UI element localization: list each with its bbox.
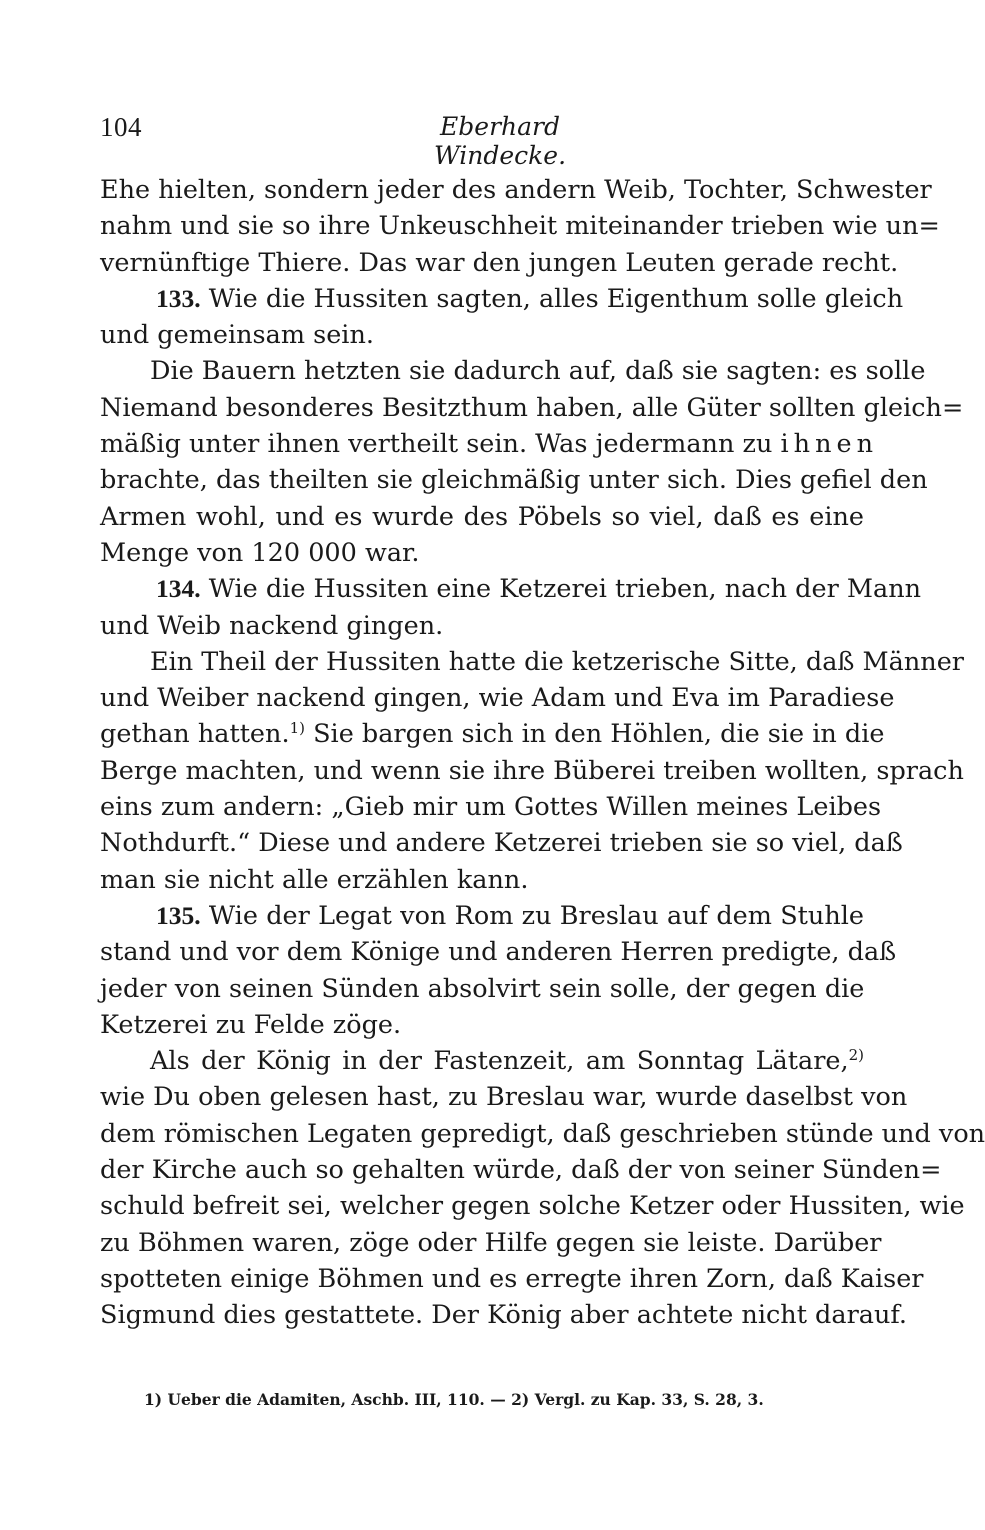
- text-line: [100, 426, 878, 462]
- text-line: wie Du oben gelesen hast, zu Breslau war, wurde daselbst von: [100, 1082, 908, 1113]
- text-span: Sie bargen sich in den Höhlen, die sie in die: [313, 719, 885, 750]
- section-heading-text: Wie die Hussiten sagten, alles Eigenthum solle gleich: [208, 283, 904, 314]
- text-span: Als der König in der Fastenzeit, am Sonntag Lätare,: [150, 1046, 849, 1077]
- text-line: Menge von 120 000 war.: [100, 537, 420, 568]
- text-line: Berge machten, und wenn sie ihre Büberei treiben wollten, sprach: [100, 755, 964, 786]
- spaced-emphasis: ihnen: [780, 429, 878, 460]
- text-span: mäßig unter ihnen vertheilt sein. Was jedermann zu: [100, 429, 773, 460]
- section-heading-133: [100, 281, 904, 317]
- section-heading-text: Wie der Legat von Rom zu Breslau auf dem Stuhle: [208, 900, 864, 931]
- footnote-mark: 1): [289, 719, 305, 738]
- text-line: schuld befreit sei, welcher gegen solche Ketzer oder Hussiten, wie: [100, 1191, 965, 1222]
- running-head: Eberhard Windecke.: [433, 112, 567, 170]
- paragraph-start: Ein Theil der Hussiten hatte die ketzerische Sitte, daß Männer: [150, 646, 964, 677]
- page-number: 104: [100, 112, 142, 142]
- body-text: [100, 172, 985, 1334]
- text-line: man sie nicht alle erzählen kann.: [100, 864, 529, 895]
- text-line: und gemeinsam sein.: [100, 320, 374, 351]
- text-line: Sigmund dies gestattete. Der König aber achtete nicht darauf.: [100, 1300, 908, 1331]
- section-number: 134.: [156, 574, 201, 604]
- text-line: dem römischen Legaten gepredigt, daß geschrieben stünde und von: [100, 1118, 985, 1149]
- paragraph-start: [100, 1043, 864, 1079]
- text-line: Niemand besonderes Besitzthum haben, alle Güter sollten gleich=: [100, 392, 964, 423]
- section-number: 133.: [156, 283, 201, 313]
- section-number: 135.: [156, 900, 201, 930]
- text-line: zu Böhmen waren, zöge oder Hilfe gegen sie leiste. Darüber: [100, 1227, 882, 1258]
- page-header: [100, 112, 864, 170]
- section-heading-134: [100, 571, 922, 607]
- text-line: der Kirche auch so gehalten würde, daß der von seiner Sünden=: [100, 1155, 942, 1186]
- text-line: Ehe hielten, sondern jeder des andern Weib, Tochter, Schwester: [100, 175, 932, 205]
- text-line: jeder von seinen Sünden absolvirt sein solle, der gegen die: [100, 973, 865, 1004]
- section-heading-135: [100, 898, 864, 934]
- text-line: und Weib nackend gingen.: [100, 610, 444, 641]
- paragraph-start: Die Bauern hetzten sie dadurch auf, daß sie sagten: es solle: [150, 356, 926, 387]
- text-line: nahm und sie so ihre Unkeuschheit miteinander trieben wie un=: [100, 211, 940, 242]
- text-line: stand und vor dem Könige und anderen Herren predigte, daß: [100, 937, 897, 968]
- text-line: Nothdurft.“ Diese und andere Ketzerei trieben sie so viel, daß: [100, 828, 903, 859]
- text-line: eins zum andern: „Gieb mir um Gottes Willen meines Leibes: [100, 792, 882, 823]
- section-heading-text: Wie die Hussiten eine Ketzerei trieben, nach der Mann: [208, 574, 922, 605]
- footnote-mark: 2): [848, 1046, 864, 1065]
- text-line: Ketzerei zu Felde zöge.: [100, 1009, 402, 1040]
- footnotes: 1) Ueber die Adamiten, Aschb. III, 110. — 2) Vergl. zu Kap. 33, S. 28, 3.: [144, 1390, 764, 1409]
- text-line: und Weiber nackend gingen, wie Adam und Eva im Paradiese: [100, 683, 895, 714]
- text-line: Armen wohl, und es wurde des Pöbels so viel, daß es eine: [100, 501, 864, 532]
- text-line: [100, 716, 885, 752]
- text-span: gethan hatten.: [100, 719, 290, 750]
- text-line: vernünftige Thiere. Das war den jungen Leuten gerade recht.: [100, 247, 899, 278]
- text-line: brachte, das theilten sie gleichmäßig unter sich. Dies gefiel den: [100, 465, 928, 496]
- text-line: spotteten einige Böhmen und es erregte ihren Zorn, daß Kaiser: [100, 1263, 924, 1294]
